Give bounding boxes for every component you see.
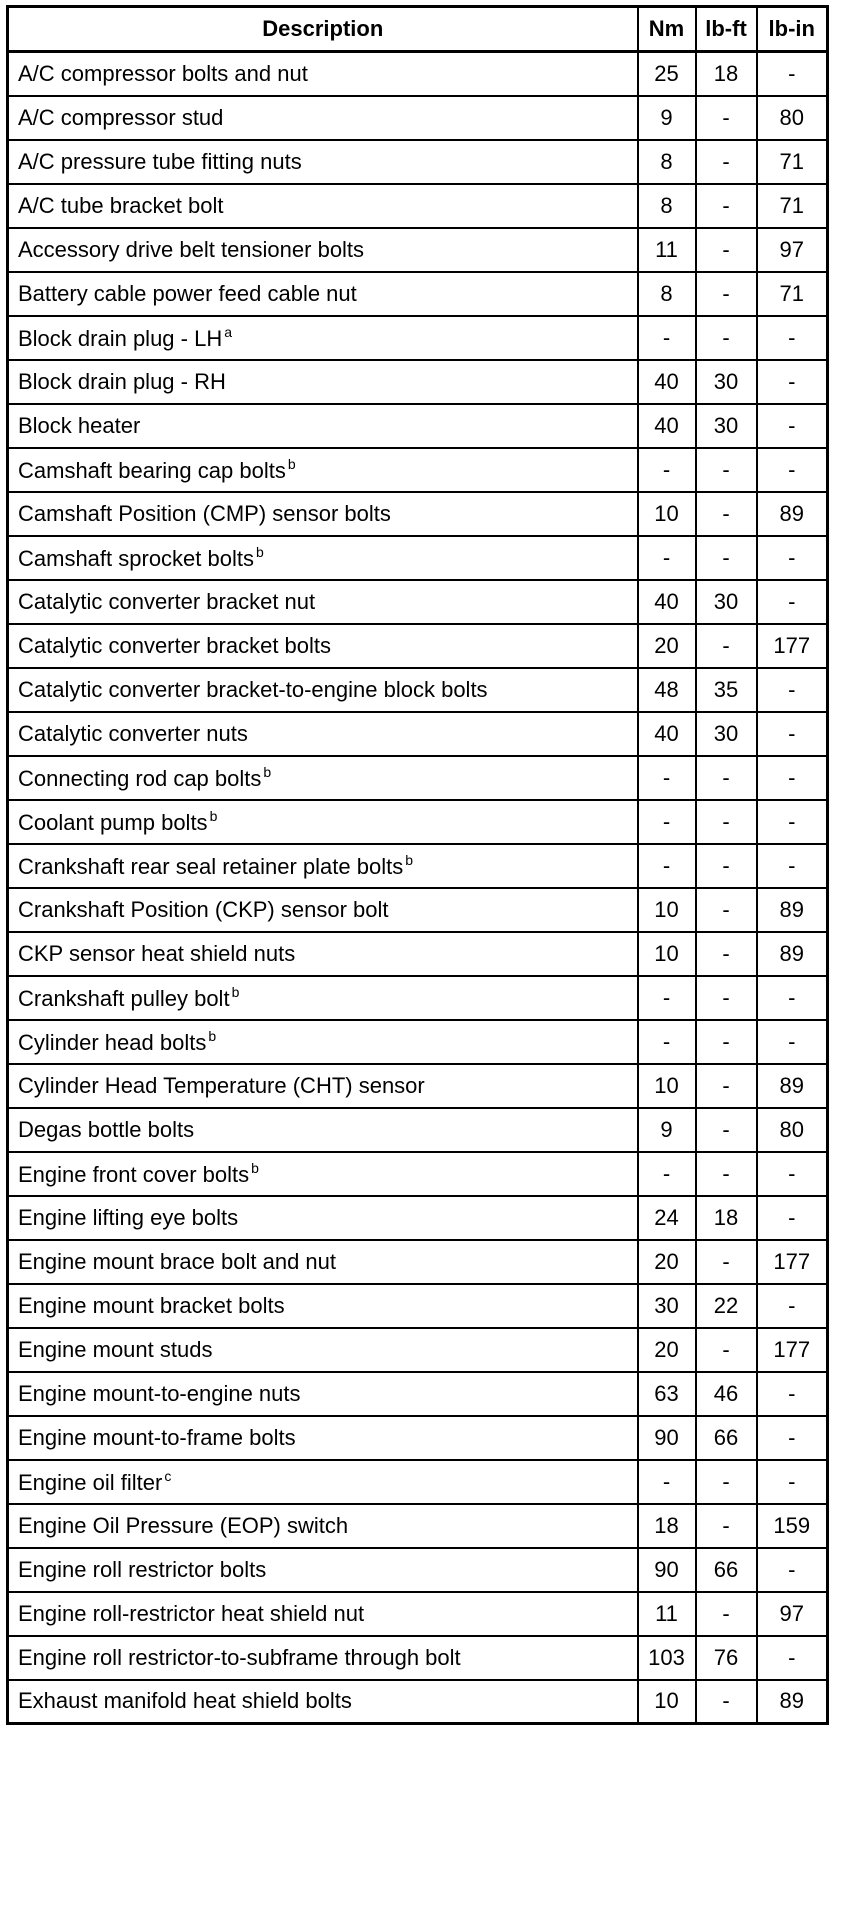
table-row [8,404,828,448]
lb-in-cell: 177 [757,1240,828,1284]
table-row [8,800,828,844]
table-row [8,316,828,360]
nm-cell: - [638,844,696,888]
description-text: Cylinder Head Temperature (CHT) sensor [18,1072,425,1098]
lb-in-cell: - [757,316,828,360]
lb-in-cell: - [757,1284,828,1328]
lb-ft-cell: - [696,140,757,184]
table-row [8,1240,828,1284]
table-row [8,1064,828,1108]
description-text: Block heater [18,412,141,438]
description-cell [8,96,638,140]
lb-in-cell: - [757,976,828,1020]
description-text: A/C tube bracket bolt [18,192,224,218]
lb-in-cell: - [757,448,828,492]
table-row [8,1152,828,1196]
lb-ft-cell: 46 [696,1372,757,1416]
description-text: Engine lifting eye bolts [18,1204,239,1230]
description-text: Crankshaft Position (CKP) sensor bolt [18,896,389,922]
table-row [8,1460,828,1504]
lb-ft-cell: 30 [696,580,757,624]
description-cell [8,404,638,448]
description-cell [8,1152,638,1196]
lb-ft-cell: - [696,536,757,580]
description-text: A/C pressure tube fitting nuts [18,148,302,174]
nm-cell: - [638,1020,696,1064]
header-row [8,7,828,52]
description-text: Coolant pump bolts [18,810,208,835]
nm-cell: 20 [638,1328,696,1372]
description-cell [8,800,638,844]
description-cell [8,1108,638,1152]
table-row [8,580,828,624]
description-text: Catalytic converter nuts [18,720,248,746]
torque-spec-table [6,5,829,1725]
description-text: Engine mount-to-frame bolts [18,1424,296,1450]
lb-in-cell: - [757,1548,828,1592]
lb-ft-cell: - [696,1592,757,1636]
nm-cell: - [638,756,696,800]
description-text: Engine oil filter [18,1470,163,1495]
footnote-marker: b [208,1028,217,1044]
table-row [8,712,828,756]
lb-in-cell: - [757,1020,828,1064]
description-text: Engine roll restrictor-to-subframe through bolt [18,1644,461,1670]
header-lb-in: lb-in [757,7,828,52]
lb-ft-cell: - [696,1020,757,1064]
nm-cell: - [638,316,696,360]
nm-cell: 8 [638,272,696,316]
lb-ft-cell: - [696,624,757,668]
description-cell [8,1548,638,1592]
table-row [8,844,828,888]
description-text: Crankshaft pulley bolt [18,986,230,1011]
description-text: Camshaft sprocket bolts [18,546,254,571]
description-text: Block drain plug - RH [18,368,226,394]
lb-in-cell: - [757,404,828,448]
lb-in-cell: - [757,1416,828,1460]
lb-ft-cell: - [696,492,757,536]
lb-ft-cell: 18 [696,1196,757,1240]
lb-ft-cell: - [696,184,757,228]
description-text: A/C compressor bolts and nut [18,60,308,86]
lb-ft-cell: 35 [696,668,757,712]
table-row [8,668,828,712]
description-cell [8,1416,638,1460]
description-text: Camshaft bearing cap bolts [18,458,286,483]
lb-ft-cell: - [696,448,757,492]
description-cell [8,184,638,228]
footnote-marker: b [255,544,264,560]
lb-ft-cell: - [696,932,757,976]
lb-in-cell: - [757,360,828,404]
lb-in-cell: 97 [757,1592,828,1636]
description-text: Engine roll-restrictor heat shield nut [18,1600,365,1626]
nm-cell: 9 [638,96,696,140]
description-cell [8,492,638,536]
lb-ft-cell: - [696,1240,757,1284]
nm-cell: - [638,448,696,492]
description-cell [8,536,638,580]
table-row [8,52,828,96]
description-text: Engine mount bracket bolts [18,1292,285,1318]
description-cell [8,1064,638,1108]
nm-cell: 10 [638,1680,696,1724]
nm-cell: 25 [638,52,696,96]
description-text: Engine front cover bolts [18,1162,250,1187]
description-text: Camshaft Position (CMP) sensor bolts [18,500,391,526]
lb-ft-cell: - [696,844,757,888]
lb-in-cell: 71 [757,140,828,184]
table-row [8,448,828,492]
table-row [8,1020,828,1064]
description-cell [8,1328,638,1372]
lb-in-cell: 177 [757,624,828,668]
description-cell [8,1020,638,1064]
lb-ft-cell: 66 [696,1548,757,1592]
description-text: Exhaust manifold heat shield bolts [18,1688,352,1714]
lb-in-cell: - [757,1636,828,1680]
lb-in-cell: - [757,668,828,712]
table-row [8,228,828,272]
description-text: Connecting rod cap bolts [18,766,262,791]
lb-ft-cell: 18 [696,52,757,96]
lb-in-cell: - [757,1152,828,1196]
nm-cell: 103 [638,1636,696,1680]
nm-cell: 40 [638,360,696,404]
description-text: Block drain plug - LH [18,326,223,351]
lb-in-cell: 89 [757,1680,828,1724]
header-nm: Nm [638,7,696,52]
footnote-marker: b [263,764,272,780]
lb-ft-cell: 22 [696,1284,757,1328]
description-cell [8,1372,638,1416]
nm-cell: 11 [638,228,696,272]
description-text: Engine mount brace bolt and nut [18,1248,337,1274]
nm-cell: 24 [638,1196,696,1240]
description-cell [8,316,638,360]
table-row [8,272,828,316]
table-row [8,1108,828,1152]
nm-cell: 8 [638,140,696,184]
table-row [8,888,828,932]
nm-cell: - [638,800,696,844]
table-row [8,536,828,580]
nm-cell: 30 [638,1284,696,1328]
table-row [8,492,828,536]
lb-in-cell: 71 [757,272,828,316]
lb-in-cell: - [757,800,828,844]
description-text: Engine mount studs [18,1336,213,1362]
lb-ft-cell: - [696,272,757,316]
description-cell [8,272,638,316]
footnote-marker: a [224,324,233,340]
footnote-marker: b [231,984,240,1000]
lb-ft-cell: - [696,1504,757,1548]
nm-cell: 40 [638,404,696,448]
lb-ft-cell: - [696,1108,757,1152]
lb-ft-cell: - [696,1064,757,1108]
table-row [8,1328,828,1372]
description-cell [8,228,638,272]
table-row [8,140,828,184]
description-text: Accessory drive belt tensioner bolts [18,236,365,262]
footnote-marker: b [251,1160,259,1176]
nm-cell: 8 [638,184,696,228]
table-row [8,756,828,800]
lb-in-cell: - [757,1372,828,1416]
table-row [8,1636,828,1680]
lb-ft-cell: 76 [696,1636,757,1680]
lb-ft-cell: - [696,800,757,844]
footnote-marker: c [164,1468,172,1484]
description-cell [8,1636,638,1680]
description-cell [8,52,638,96]
description-cell [8,932,638,976]
table-row [8,932,828,976]
nm-cell: 18 [638,1504,696,1548]
lb-in-cell: - [757,52,828,96]
nm-cell: 63 [638,1372,696,1416]
description-text: Catalytic converter bracket nut [18,588,316,614]
nm-cell: - [638,536,696,580]
description-text: Degas bottle bolts [18,1116,195,1142]
footnote-marker: b [405,852,413,868]
lb-in-cell: - [757,756,828,800]
description-cell [8,580,638,624]
description-text: Cylinder head bolts [18,1030,207,1055]
lb-in-cell: 177 [757,1328,828,1372]
nm-cell: 10 [638,492,696,536]
lb-ft-cell: - [696,96,757,140]
table-row [8,1416,828,1460]
lb-in-cell: - [757,844,828,888]
lb-ft-cell: - [696,756,757,800]
table-row [8,1548,828,1592]
table-row [8,1372,828,1416]
lb-ft-cell: - [696,1460,757,1504]
nm-cell: - [638,1460,696,1504]
description-text: Engine Oil Pressure (EOP) switch [18,1512,349,1538]
lb-in-cell: 89 [757,888,828,932]
lb-in-cell: - [757,1460,828,1504]
table-header [8,7,828,52]
description-cell [8,624,638,668]
header-lb-ft: lb-ft [696,7,757,52]
table-row [8,1284,828,1328]
lb-in-cell: 80 [757,96,828,140]
table-row [8,1592,828,1636]
description-cell [8,976,638,1020]
description-text: Catalytic converter bracket-to-engine block bolts [18,676,488,702]
description-text: CKP sensor heat shield nuts [18,940,296,966]
lb-in-cell: 89 [757,492,828,536]
lb-ft-cell: - [696,1680,757,1724]
lb-ft-cell: 30 [696,712,757,756]
lb-ft-cell: - [696,976,757,1020]
description-cell [8,1460,638,1504]
nm-cell: 90 [638,1548,696,1592]
description-cell [8,888,638,932]
description-cell [8,1592,638,1636]
lb-in-cell: 89 [757,1064,828,1108]
description-cell [8,1680,638,1724]
lb-ft-cell: - [696,1152,757,1196]
nm-cell: 10 [638,888,696,932]
description-cell [8,360,638,404]
table-row [8,624,828,668]
table-row [8,976,828,1020]
header-description: Description [8,7,638,52]
lb-ft-cell: - [696,888,757,932]
lb-in-cell: 80 [757,1108,828,1152]
description-cell [8,448,638,492]
footnote-marker: b [287,456,296,472]
description-cell [8,140,638,184]
lb-in-cell: 89 [757,932,828,976]
table-body [8,52,828,1724]
lb-ft-cell: - [696,1328,757,1372]
nm-cell: 10 [638,1064,696,1108]
nm-cell: 9 [638,1108,696,1152]
nm-cell: - [638,976,696,1020]
lb-ft-cell: 30 [696,404,757,448]
lb-in-cell: - [757,1196,828,1240]
nm-cell: 20 [638,624,696,668]
table-row [8,1680,828,1724]
nm-cell: 40 [638,580,696,624]
description-cell [8,1284,638,1328]
nm-cell: 90 [638,1416,696,1460]
description-text: A/C compressor stud [18,104,224,130]
description-text: Battery cable power feed cable nut [18,280,357,306]
lb-ft-cell: 66 [696,1416,757,1460]
lb-in-cell: - [757,536,828,580]
lb-in-cell: 159 [757,1504,828,1548]
table-row [8,360,828,404]
lb-in-cell: - [757,712,828,756]
lb-ft-cell: - [696,228,757,272]
description-text: Engine mount-to-engine nuts [18,1380,301,1406]
description-text: Catalytic converter bracket bolts [18,632,332,658]
description-cell [8,756,638,800]
lb-in-cell: - [757,580,828,624]
table-row [8,1196,828,1240]
nm-cell: 11 [638,1592,696,1636]
description-cell [8,1504,638,1548]
description-text: Crankshaft rear seal retainer plate bolts [18,854,404,879]
lb-in-cell: 71 [757,184,828,228]
lb-in-cell: 97 [757,228,828,272]
nm-cell: 48 [638,668,696,712]
description-cell [8,712,638,756]
lb-ft-cell: - [696,316,757,360]
nm-cell: 40 [638,712,696,756]
table-row [8,1504,828,1548]
description-cell [8,668,638,712]
lb-ft-cell: 30 [696,360,757,404]
nm-cell: 20 [638,1240,696,1284]
description-cell [8,1196,638,1240]
description-text: Engine roll restrictor bolts [18,1556,267,1582]
description-cell [8,844,638,888]
description-cell [8,1240,638,1284]
nm-cell: 10 [638,932,696,976]
table-row [8,96,828,140]
nm-cell: - [638,1152,696,1196]
table-row [8,184,828,228]
footnote-marker: b [209,808,218,824]
